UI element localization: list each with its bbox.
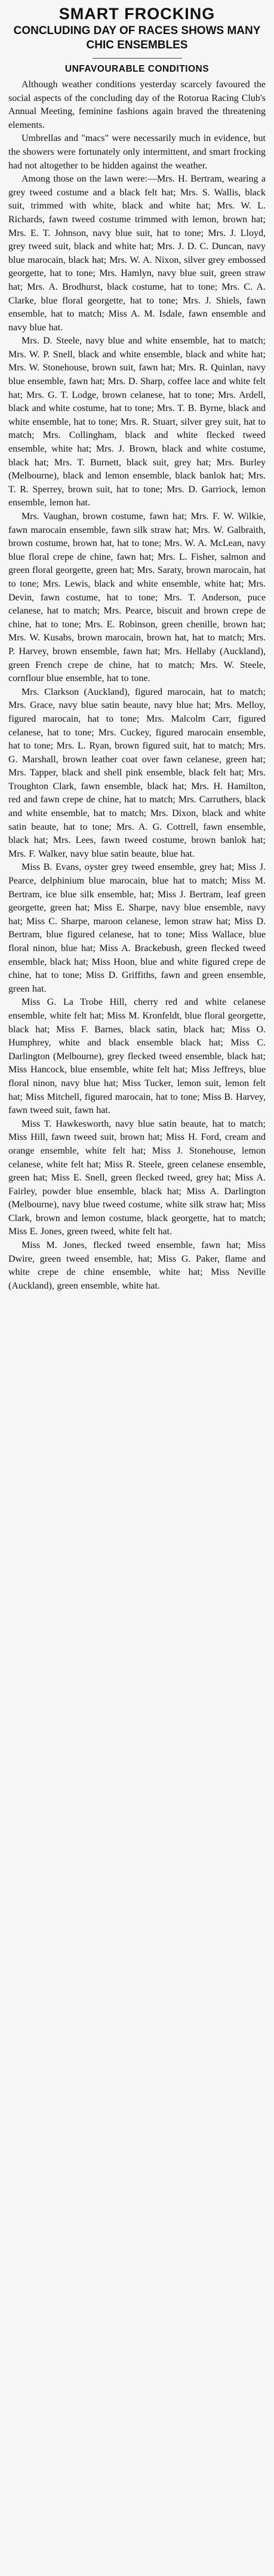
paragraph-misses-4: Miss M. Jones, flecked tweed ensemble, fawn hat; Miss Dwire, green tweed ensemble, hat; Miss G. Paker, flame and white crepe de chine ensemble, white hat; Miss Neville (Auckland), green ensemble, white hat. <box>8 1240 266 1291</box>
section-heading: UNFAVOURABLE CONDITIONS <box>64 64 210 74</box>
paragraph-misses-2: Miss G. La Trobe Hill, cherry red and white celanese ensemble, white felt hat; Miss M. Kronfeldt, blue floral georgette, black hat; Miss F. Barnes, black satin, black hat; Miss O. Humphrey, white and black ensemble black hat; Miss C. Darlington (Melbourne), grey flecked tweed ensemble, black hat; Miss Hancock, blue ensemble, white felt hat; Miss Jeffreys, blue floral ninon, navy blue hat; Miss Tucker, lemon suit, lemon felt hat; Miss Mitchell, figured marocain, hat to tone; Miss B. Harvey, fawn tweed suit, fawn hat. <box>8 997 266 1116</box>
paragraph-misses-3: Miss T. Hawkesworth, navy blue satin beaute, hat to match; Miss Hill, fawn tweed suit, brown hat; Miss H. Ford, cream and orange ensemble, white felt hat; Miss J. Stonehouse, lemon celanese, white felt hat; Miss R. Steele, green celanese ensemble, green hat; Miss E. Snell, green flecked tweed, grey hat; Miss A. Fairley, powder blue ensemble, black hat; Miss A. Darlington (Melbourne), navy blue tweed costume, white silk straw hat; Miss Clark, brown and lemon costume, black georgette, hat to match; Miss E. Jones, green tweed, white felt hat. <box>8 1118 266 1237</box>
paragraph-lawn-list-3: Mrs. Vaughan, brown costume, fawn hat; Mrs. F. W. Wilkie, fawn marocain ensemble, fawn silk straw hat; Mrs. W. Galbraith, brown costume, brown hat, hat to tone; Mrs. W. A. McLean, navy blue floral crepe de chine, fawn hat; Mrs. L. Fisher, salmon and green floral georgette, green hat; Mrs. Saraty, brown marocain, hat to tone; Mrs. Lewis, black and white ensemble, white hat; Mrs. Devin, fawn costume, hat to tone; Mrs. T. Anderson, puce celanese, hat to match; Mrs. Pearce, biscuit and brown crepe de chine, hat to tone; Mrs. E. Robinson, green chenille, brown hat; Mrs. W. Kusabs, brown marocain, brown hat, hat to match; Mrs. P. Harvey, brown ensemble, fawn hat; Mrs. Hellaby (Auckland), green French crepe de chine, hat to match; Mrs. W. Steele, cornflour blue ensemble, hat to tone. <box>8 511 266 684</box>
article-headline: SMART FROCKING <box>59 5 215 23</box>
paragraph-lawn-list-2: Mrs. D. Steele, navy blue and white ensemble, hat to match; Mrs. W. P. Snell, black and white ensemble, black and white hat; Mrs. W. Stonehouse, brown suit, fawn hat; Mrs. R. Quinlan, navy blue ensemble, fawn hat; Mrs. D. Sharp, coffee lace and white felt hat; Mrs. G. T. Lodge, brown celanese, hat to tone; Mrs. Ardell, black and white costume, hat to tone; Mrs. T. B. Byrne, black and white ensemble, hat to tone; Mrs. R. Stuart, silver grey suit, hat to match; Mrs. Collingham, black and white flecked tweed ensemble, white hat; Mrs. J. Brown, black and white costume, black hat; Mrs. T. Burnett, black suit, grey hat; Mrs. Burley (Melbourne), black and lemon ensemble, black banlok hat; Mrs. T. R. Sperrey, brown suit, hat to tone; Mrs. D. Garriock, lemon ensemble, lemon hat. <box>8 336 266 508</box>
paragraph-misses-1: Miss B. Evans, oyster grey tweed ensemble, grey hat; Miss J. Pearce, delphinium blue marocain, blue hat to match; Miss M. Bertram, ice blue silk ensemble, hat; Miss J. Bertram, leaf green georgette, green hat; Miss E. Sharpe, navy blue ensemble, navy hat; Miss C. Sharpe, maroon celanese, lemon straw hat; Miss D. Bertram, blue figured celanese, hat to tone; Miss Wallace, blue floral ninon, blue hat; Miss A. Brackebush, green flecked tweed ensemble, black hat; Miss Hoon, blue and white figured crepe de chine, hat to tone; Miss D. Griffiths, fawn and green ensemble, green hat. <box>8 862 266 994</box>
article-subheadline: CONCLUDING DAY OF RACES SHOWS MANY CHIC ENSEMBLES <box>13 24 261 51</box>
paragraph-intro: Although weather conditions yesterday scarcely favoured the social aspects of the concluding day of the Rotorua Racing Club's Annual Meeting, feminine fashions again braved the threatening elements. <box>8 79 266 130</box>
paragraph-lawn-list-4: Mrs. Clarkson (Auckland), figured marocain, hat to match; Mrs. Grace, navy blue satin beaute, navy blue hat; Mrs. Melloy, figured marocain, hat to tone; Mrs. Malcolm Carr, figured celanese, hat to tone; Mrs. Cuckey, figured marocain ensemble, hat to tone; Mrs. L. Ryan, brown figured suit, hat to match; Mrs. G. Marshall, brown leather coat over fawn celanese, green hat; Mrs. Tapper, black and shell pink ensemble, black felt hat; Mrs. Troughton Clark, fawn ensemble, black hat; Mrs. H. Hamilton, red and fawn crepe de chine, hat to match; Mrs. Carruthers, black and white ensemble, hat to match; Mrs. Dixon, black and white satin beaute, hat to tone; Mrs. A. G. Cottrell, fawn ensemble, black hat; Mrs. Lees, fawn tweed costume, brown banlok hat; Mrs. F. Walker, navy blue satin beaute, blue hat. <box>8 686 266 859</box>
article-body <box>8 78 266 1293</box>
paragraph-lawn-list-1: Among those on the lawn were:—Mrs. H. Bertram, wearing a grey tweed costume and a black felt hat; Mrs. S. Wallis, black suit, trimmed with white, black and white hat; Mrs. W. L. Richards, fawn tweed costume trimmed with lemon, brown hat; Mrs. E. T. Johnson, navy blue suit, hat to tone; Mrs. J. Lloyd, grey tweed suit, black and white hat; Mrs. J. D. C. Duncan, navy blue marocain, black hat; Mrs. W. A. Nixon, silver grey embossed georgette, hat to tone; Mrs. Hamlyn, navy blue suit, green straw hat; Mrs. A. Brodhurst, black costume, hat to tone; Mrs. C. A. Clarke, blue floral georgette, hat to tone; Mrs. J. Shiels, fawn ensemble, hat to match; Miss A. M. Isdale, fawn ensemble and navy blue hat. <box>8 174 266 333</box>
divider-rule <box>93 58 182 59</box>
paragraph-umbrellas: Umbrellas and "macs" were necessarily much in evidence, but the showers were fortunately only intermittent, and smart frocking had not altogether to be hidden against the weather. <box>8 133 266 171</box>
